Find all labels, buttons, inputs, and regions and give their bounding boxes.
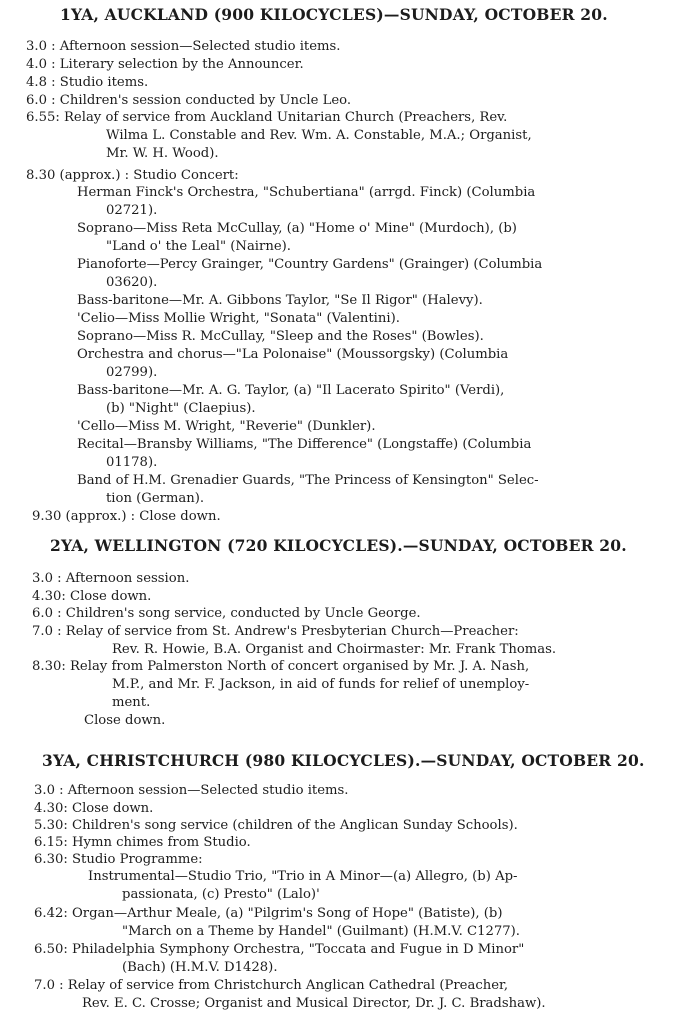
- programme-line: 'Cello—Miss M. Wright, "Reverie" (Dunkler).: [77, 419, 376, 434]
- programme-line: 4.30: Close down.: [34, 801, 154, 816]
- programme-line: 6.30: Studio Programme:: [34, 852, 203, 867]
- programme-line: 5.30: Children's song service (children of the Anglican Sunday Schools).: [34, 818, 518, 833]
- programme-line: 6.0 : Children's song service, conducted by Uncle George.: [32, 606, 421, 621]
- programme-line: passionata, (c) Presto" (Lalo)': [122, 887, 320, 902]
- programme-line: Rev. E. C. Crosse; Organist and Musical Director, Dr. J. C. Bradshaw).: [82, 996, 546, 1011]
- programme-line: Mr. W. H. Wood).: [106, 146, 219, 161]
- programme-line: 6.55: Relay of service from Auckland Unitarian Church (Preachers, Rev.: [26, 110, 508, 125]
- programme-line: M.P., and Mr. F. Jackson, in aid of funds for relief of unemploy-: [112, 677, 530, 692]
- programme-line: Wilma L. Constable and Rev. Wm. A. Constable, M.A.; Organist,: [106, 128, 532, 143]
- programme-line: 6.0 : Children's session conducted by Uncle Leo.: [26, 93, 352, 108]
- programme-line: Recital—Bransby Williams, "The Difference" (Longstaffe) (Columbia: [77, 437, 532, 452]
- programme-line: 'Celio—Miss Mollie Wright, "Sonata" (Valentini).: [77, 311, 400, 326]
- programme-line: 3.0 : Afternoon session.: [32, 571, 190, 586]
- programme-line: Bass-baritone—Mr. A. G. Taylor, (a) "Il Lacerato Spirito" (Verdi),: [77, 383, 505, 398]
- programme-line: 6.15: Hymn chimes from Studio.: [34, 835, 251, 850]
- programme-line: Instrumental—Studio Trio, "Trio in A Minor—(a) Allegro, (b) Ap-: [88, 869, 518, 884]
- programme-line: Pianoforte—Percy Grainger, "Country Gardens" (Grainger) (Columbia: [77, 257, 543, 272]
- programme-line: 6.42: Organ—Arthur Meale, (a) "Pilgrim's Song of Hope" (Batiste), (b): [34, 906, 503, 921]
- programme-line: Close down.: [84, 713, 166, 728]
- programme-line: "March on a Theme by Handel" (Guilmant) (H.M.V. C1277).: [122, 924, 520, 939]
- programme-line: 02799).: [106, 365, 158, 380]
- programme-line: "Land o' the Leal" (Nairne).: [106, 239, 291, 254]
- programme-line: 7.0 : Relay of service from Christchurch Anglican Cathedral (Preacher,: [34, 978, 509, 993]
- section-title-2ya: 2YA, WELLINGTON (720 KILOCYCLES).—SUNDAY, OCTOBER 20.: [50, 536, 627, 555]
- programme-line: 01178).: [106, 455, 158, 470]
- programme-line: tion (German).: [106, 491, 205, 506]
- programme-line: 8.30: Relay from Palmerston North of concert organised by Mr. J. A. Nash,: [32, 659, 530, 674]
- programme-line: Bass-baritone—Mr. A. Gibbons Taylor, "Se Il Rigor" (Halevy).: [77, 293, 483, 308]
- programme-line: 4.8 : Studio items.: [26, 75, 149, 90]
- section-title-1ya: 1YA, AUCKLAND (900 KILOCYCLES)—SUNDAY, OCTOBER 20.: [60, 5, 608, 24]
- section-title-3ya: 3YA, CHRISTCHURCH (980 KILOCYCLES).—SUNDAY, OCTOBER 20.: [42, 751, 645, 770]
- programme-line: 03620).: [106, 275, 158, 290]
- programme-line: 8.30 (approx.) : Studio Concert:: [26, 168, 239, 183]
- programme-line: (b) "Night" (Claepius).: [106, 401, 256, 416]
- programme-line: Orchestra and chorus—"La Polonaise" (Moussorgsky) (Columbia: [77, 347, 509, 362]
- programme-line: 9.30 (approx.) : Close down.: [32, 509, 221, 524]
- programme-line: Soprano—Miss Reta McCullay, (a) "Home o' Mine" (Murdoch), (b): [77, 221, 517, 236]
- programme-line: 4.0 : Literary selection by the Announcer.: [26, 57, 304, 72]
- programme-line: 3.0 : Afternoon session—Selected studio items.: [26, 39, 341, 54]
- programme-line: 3.0 : Afternoon session—Selected studio items.: [34, 783, 349, 798]
- programme-line: Band of H.M. Grenadier Guards, "The Princess of Kensington" Selec-: [77, 473, 539, 488]
- programme-line: 6.50: Philadelphia Symphony Orchestra, "Toccata and Fugue in D Minor": [34, 942, 525, 957]
- programme-line: 7.0 : Relay of service from St. Andrew's Presbyterian Church—Preacher:: [32, 624, 519, 639]
- programme-line: 02721).: [106, 203, 158, 218]
- programme-line: ment.: [112, 695, 151, 710]
- programme-line: Rev. R. Howie, B.A. Organist and Choirmaster: Mr. Frank Thomas.: [112, 642, 557, 657]
- programme-line: Herman Finck's Orchestra, "Schubertiana" (arrgd. Finck) (Columbia: [77, 185, 536, 200]
- programme-line: 4.30: Close down.: [32, 589, 152, 604]
- programme-line: (Bach) (H.M.V. D1428).: [122, 960, 278, 975]
- programme-line: Soprano—Miss R. McCullay, "Sleep and the Roses" (Bowles).: [77, 329, 484, 344]
